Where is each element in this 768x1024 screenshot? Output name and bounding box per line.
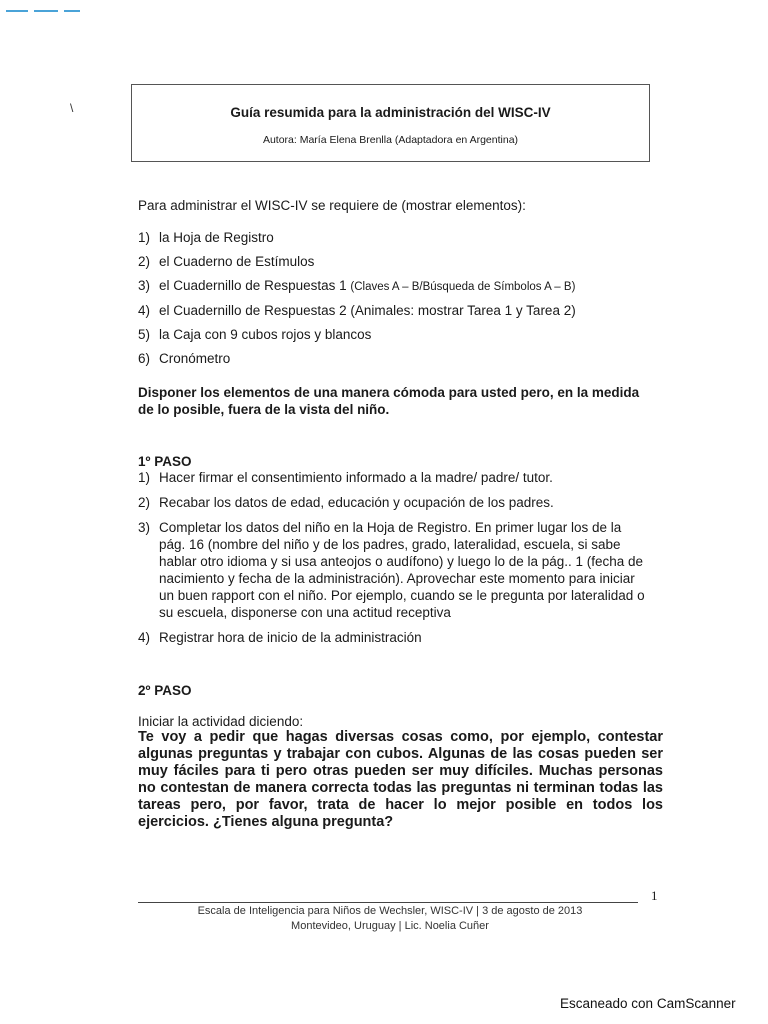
item-text: el Cuaderno de Estímulos <box>159 253 315 269</box>
scanner-watermark: Escaneado con CamScanner <box>560 996 736 1011</box>
list-item <box>138 469 650 486</box>
item-text: la Hoja de Registro <box>159 230 274 245</box>
list-item <box>138 519 650 621</box>
item-text: el Cuadernillo de Respuestas 1 <box>159 277 351 293</box>
list-item <box>138 350 650 367</box>
page-number: 1 <box>651 888 658 903</box>
list-item <box>138 494 650 511</box>
list-item <box>138 277 650 296</box>
item-number: 3) <box>138 519 151 535</box>
item-text: Registrar hora de inicio de la administración <box>159 629 422 645</box>
item-text: el Cuadernillo de Respuestas 2 (Animales: mostrar Tarea 1 y Tarea 2) <box>159 303 576 319</box>
item-text: Recabar los datos de edad, educación y ocupación de los padres. <box>159 494 554 510</box>
item-text: la Caja con 9 cubos rojos y blancos <box>159 327 372 343</box>
list-item <box>138 229 650 246</box>
item-number: 5) <box>138 327 151 343</box>
list-item <box>138 326 650 343</box>
step2-heading: 2º PASO <box>138 682 192 698</box>
item-text: Hacer firmar el consentimiento informado a la madre/ padre/ tutor. <box>159 469 553 485</box>
item-number: 4) <box>138 629 151 645</box>
elements-list <box>138 229 650 367</box>
footer-divider <box>138 902 638 903</box>
item-number: 2) <box>138 253 151 269</box>
setup-note: Disponer los elementos de una manera cómoda para usted pero, en la medida de lo posible, fuera de la vista del niño. <box>138 384 640 417</box>
item-number: 4) <box>138 303 151 319</box>
step1-list <box>138 469 650 646</box>
item-number: 1) <box>138 230 151 245</box>
item-number: 6) <box>138 350 151 366</box>
page-footer <box>170 904 610 934</box>
item-text: Cronómetro <box>159 350 231 366</box>
item-number: 1) <box>138 469 151 485</box>
scan-edge-mark <box>6 10 78 13</box>
item-number: 3) <box>138 277 151 293</box>
footer-line-2: Montevideo, Uruguay | Lic. Noelia Cuñer <box>291 920 489 932</box>
footer-line-1: Escala de Inteligencia para Niños de Wechsler, WISC-IV | 3 de agosto de 2013 <box>197 905 583 917</box>
intro-text: Para administrar el WISC-IV se requiere de (mostrar elementos): <box>138 198 526 213</box>
step2-instruction: Iniciar la actividad diciendo: <box>138 713 304 729</box>
item-detail: (Claves A – B/Búsqueda de Símbolos A – B) <box>350 280 576 293</box>
title-box <box>131 84 650 162</box>
list-item <box>138 629 650 646</box>
item-number: 2) <box>138 494 151 510</box>
list-item <box>138 302 650 319</box>
document-body <box>138 198 663 831</box>
list-item <box>138 253 650 270</box>
step1-heading: 1º PASO <box>138 453 192 469</box>
item-text: Completar los datos del niño en la Hoja de Registro. En primer lugar los de la pág. 16 (nombre del niño y de los padres, grado, lateralidad, escuela, si sabe hablar otro idioma y si usa anteojos o audífono) y luego lo de la pág.. 1 (fecha de nacimiento y fecha de la administración). Aprovechar este momento para iniciar un buen rapport con el niño. Por ejemplo, cuando se le pregunta por lateralidad o su escuela, disponerse con una actitud receptiva <box>159 519 645 620</box>
document-title: Guía resumida para la administración del WISC-IV <box>230 105 551 120</box>
step2-speech: Te voy a pedir que hagas diversas cosas como, por ejemplo, contestar algunas preguntas y trabajar con cubos. Algunas de las cosas pueden ser muy fáciles para ti pero otras pueden ser muy difíciles. Muchas personas no contestan de manera correcta todas las preguntas ni terminan todas las tareas pero, por favor, trata de hacer lo mejor posible en todos los ejercicios. ¿Tienes alguna pregunta? <box>138 728 663 830</box>
document-author: Autora: María Elena Brenlla (Adaptadora en Argentina) <box>262 134 519 146</box>
scan-speck: \ <box>70 101 74 115</box>
